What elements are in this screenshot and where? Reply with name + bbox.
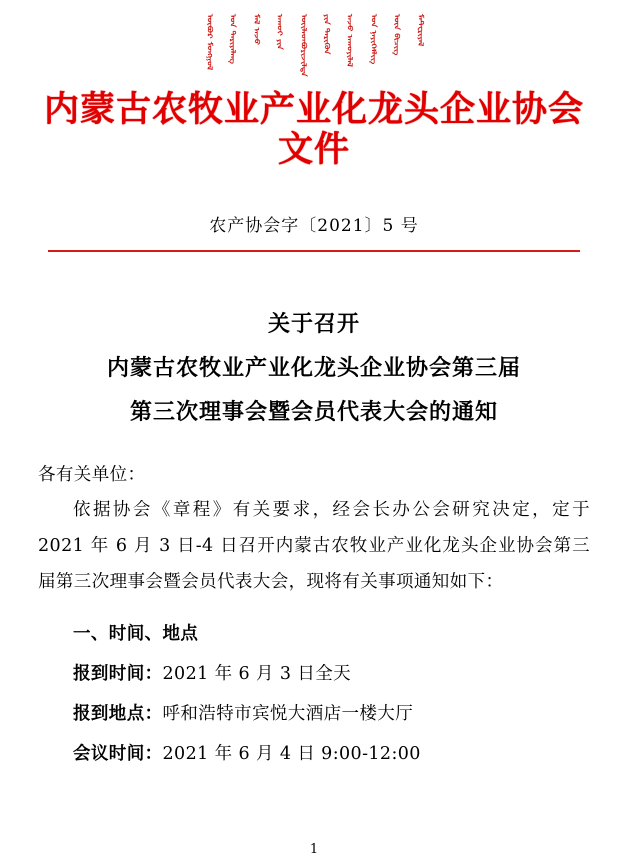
item-key: 会议时间： xyxy=(73,743,163,764)
title-line-3: 第三次理事会暨会员代表大会的通知 xyxy=(129,398,498,425)
mongolian-column: ᠮᠠᠲ᠋ᠧᠷᠢᠶᠠᠯ xyxy=(416,14,425,47)
item-value: 呼和浩特市宾悦大酒店一楼大厅 xyxy=(162,703,414,724)
mongolian-column: ᠠᠬᠤᠢ ᠶᠢᠨ xyxy=(275,14,284,50)
mongolian-column: ᠦᠢᠯᠡᠳᠪᠦᠷᠢᠵᠢᠯᠲᠡ xyxy=(298,14,307,77)
mongolian-script-header xyxy=(38,0,590,77)
section-heading-1: 一、时间、地点 xyxy=(73,624,199,644)
title-line-2: 内蒙古农牧业产业化龙头企业协会第三届 xyxy=(106,354,521,381)
item-key: 报到地点： xyxy=(73,703,163,724)
mongolian-column: ᠠᠵᠤ ᠠᠬᠤᠶᠢᠯᠠᠯ xyxy=(345,14,354,68)
mongolian-column: ᠤᠨ ᠲᠠᠷᠢᠶᠠᠯᠠᠩ xyxy=(228,14,237,65)
list-item xyxy=(38,657,590,693)
list-item xyxy=(38,737,590,773)
document-body xyxy=(38,458,590,773)
list-item xyxy=(38,697,590,733)
mongolian-column: ᠮᠠᠯ ᠠᠵᠤ xyxy=(251,14,260,46)
document-title xyxy=(38,302,590,434)
mongolian-column: ᠤᠨ ᠨᠡᠶᠢᠭᠡᠮᠯᠢᠭ xyxy=(369,14,378,65)
mongolian-column: ᠶᠢᠨ ᠲᠡᠷᠢᠭᠦᠨ xyxy=(322,14,331,55)
item-key: 报到时间： xyxy=(73,663,163,684)
item-value: 2021 年 6 月 3 日全天 xyxy=(162,663,352,684)
mongolian-column: ᠦᠨ ᠪᠢᠴᠢᠭ xyxy=(392,14,401,56)
masthead-title: 内蒙古农牧业产业化龙头企业协会文件 xyxy=(43,89,584,171)
page-number: 1 xyxy=(309,842,319,857)
item-value: 2021 年 6 月 4 日 9:00-12:00 xyxy=(162,743,421,764)
red-divider-rule xyxy=(48,250,580,252)
mongolian-column: ᠥᠪᠥᠷ ᠮᠣᠩᠭᠣᠯ xyxy=(205,14,214,71)
title-line-1: 关于召开 xyxy=(267,310,360,337)
document-number: 农产协会字〔2021〕5 号 xyxy=(209,215,419,236)
body-paragraph-1: 依据协会《章程》有关要求，经会长办公会研究决定，定于 2021 年 6 月 3 日-4 日召开内蒙古农牧业产业化龙头企业协会第三届第三次理事会暨会员代表大会，现将有关事项通知如下： xyxy=(38,500,590,593)
salutation: 各有关单位： xyxy=(38,464,146,485)
